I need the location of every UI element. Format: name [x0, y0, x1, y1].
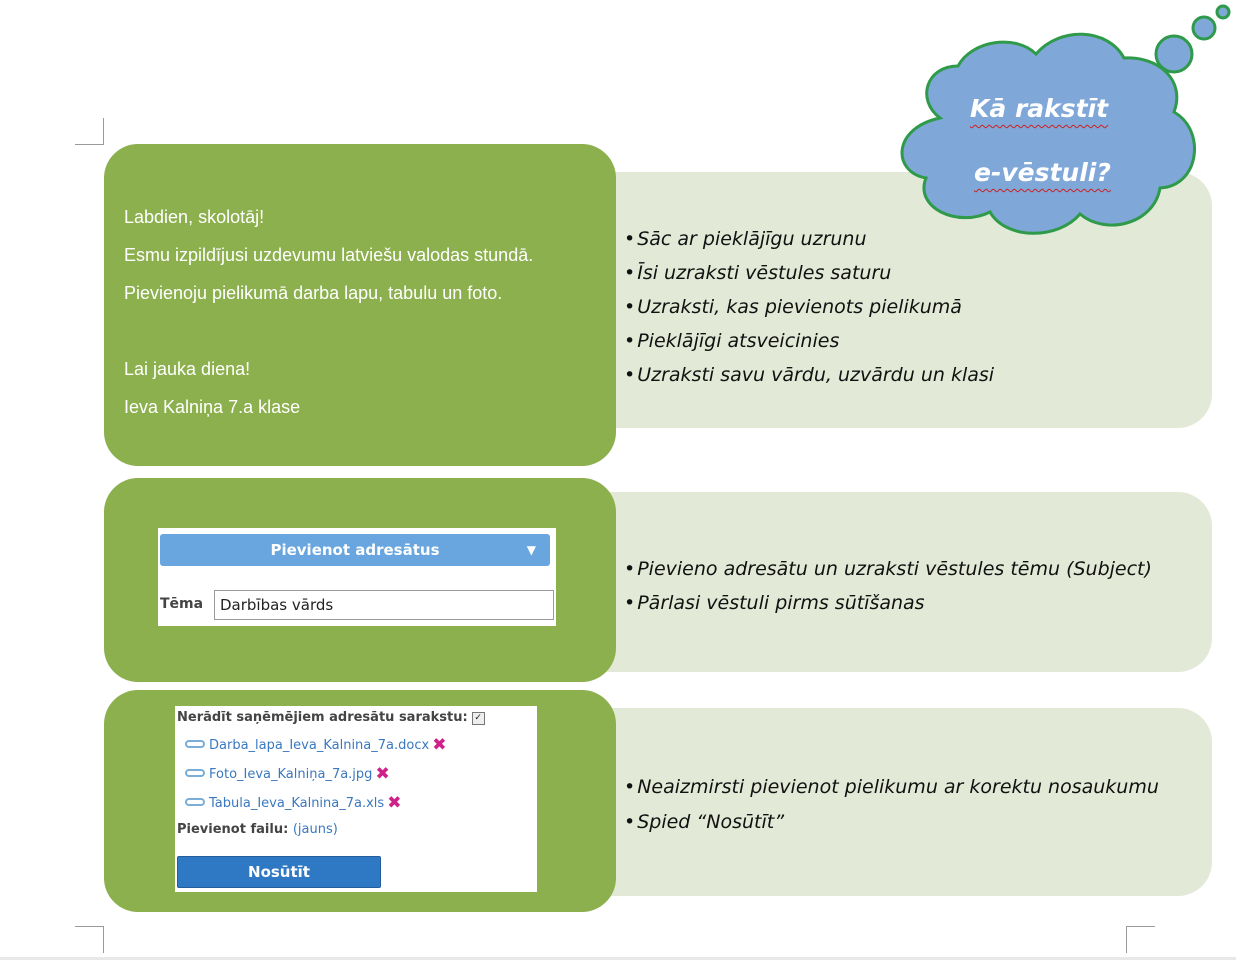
- tip-item: • Īsi uzraksti vēstules saturu: [624, 256, 994, 290]
- attachment-item: [185, 735, 446, 755]
- tip-item: • Spied “Nosūtīt”: [624, 805, 1159, 840]
- add-recipients-label: Pievienot adresātus: [270, 541, 440, 559]
- letter-line: Lai jauka diena!: [124, 359, 251, 379]
- cloud-body: [902, 34, 1194, 233]
- subject-input[interactable]: [214, 590, 554, 620]
- tip-item: • Neaizmirsti pievienot pielikumu ar korektu nosaukumu: [624, 770, 1159, 805]
- subject-label: Tēma: [160, 596, 204, 612]
- paperclip-icon: [185, 798, 205, 806]
- cloud-bubble-small: [1217, 6, 1229, 18]
- letter-line: Esmu izpildījusi uzdevumu latviešu valodas stundā.: [124, 245, 534, 265]
- remove-icon[interactable]: ✖: [387, 793, 402, 813]
- attachments-screenshot: [175, 706, 537, 892]
- add-recipients-button[interactable]: [160, 534, 550, 566]
- tips-list-2: [624, 552, 1152, 620]
- page-corner-mark: [75, 926, 104, 953]
- cloud-title-line-2: e-vēstuli?: [974, 158, 1111, 187]
- email-letter-text: [124, 198, 533, 426]
- cloud-bubble-medium: [1193, 17, 1215, 39]
- page-corner-mark: [75, 118, 104, 145]
- hide-recipients-label: Nerādīt saņēmējiem adresātu sarakstu:: [177, 710, 468, 725]
- tip-item: • Sāc ar pieklājīgu uzrunu: [624, 222, 994, 256]
- letter-line: Labdien, skolotāj!: [124, 207, 265, 227]
- tip-item: • Pārlasi vēstuli pirms sūtīšanas: [624, 586, 1152, 620]
- hide-recipients-row: [177, 710, 485, 725]
- tip-item: • Uzraksti savu vārdu, uzvārdu un klasi: [624, 358, 994, 392]
- paperclip-icon: [185, 740, 205, 748]
- attachment-link[interactable]: Darba_lapa_Ieva_Kalnina_7a.docx: [209, 738, 430, 753]
- remove-icon[interactable]: ✖: [432, 735, 447, 755]
- send-button[interactable]: Nosūtīt: [177, 856, 381, 888]
- cloud-title-line-1: Kā rakstīt: [970, 94, 1109, 123]
- paperclip-icon: [185, 769, 205, 777]
- add-file-row: [177, 822, 338, 837]
- remove-icon[interactable]: ✖: [375, 764, 390, 784]
- letter-line: [124, 312, 533, 350]
- attachment-item: [185, 793, 401, 813]
- tip-item: • Pieklājīgi atsveicinies: [624, 324, 994, 358]
- hide-recipients-checkbox[interactable]: ✓: [472, 712, 485, 725]
- attachment-item: [185, 764, 390, 784]
- tip-item: • Uzraksti, kas pievienots pielikumā: [624, 290, 994, 324]
- chevron-down-icon: ▼: [526, 543, 536, 557]
- letter-line: Ieva Kalniņa 7.a klase: [124, 397, 301, 417]
- compose-screenshot: [158, 528, 556, 626]
- tip-item: • Pievieno adresātu un uzraksti vēstules tēmu (Subject): [624, 552, 1152, 586]
- add-file-link[interactable]: (jauns): [292, 822, 338, 837]
- letter-line: Pievienoju pielikumā darba lapu, tabulu un foto.: [124, 283, 503, 303]
- tips-list-1: [624, 222, 994, 392]
- tips-list-3: [624, 770, 1159, 840]
- add-file-label: Pievienot failu:: [177, 822, 289, 837]
- page-corner-mark: [1126, 926, 1155, 953]
- attachment-link[interactable]: Tabula_Ieva_Kalnina_7a.xls: [209, 796, 385, 811]
- attachment-link[interactable]: Foto_Ieva_Kalniņa_7a.jpg: [209, 767, 373, 782]
